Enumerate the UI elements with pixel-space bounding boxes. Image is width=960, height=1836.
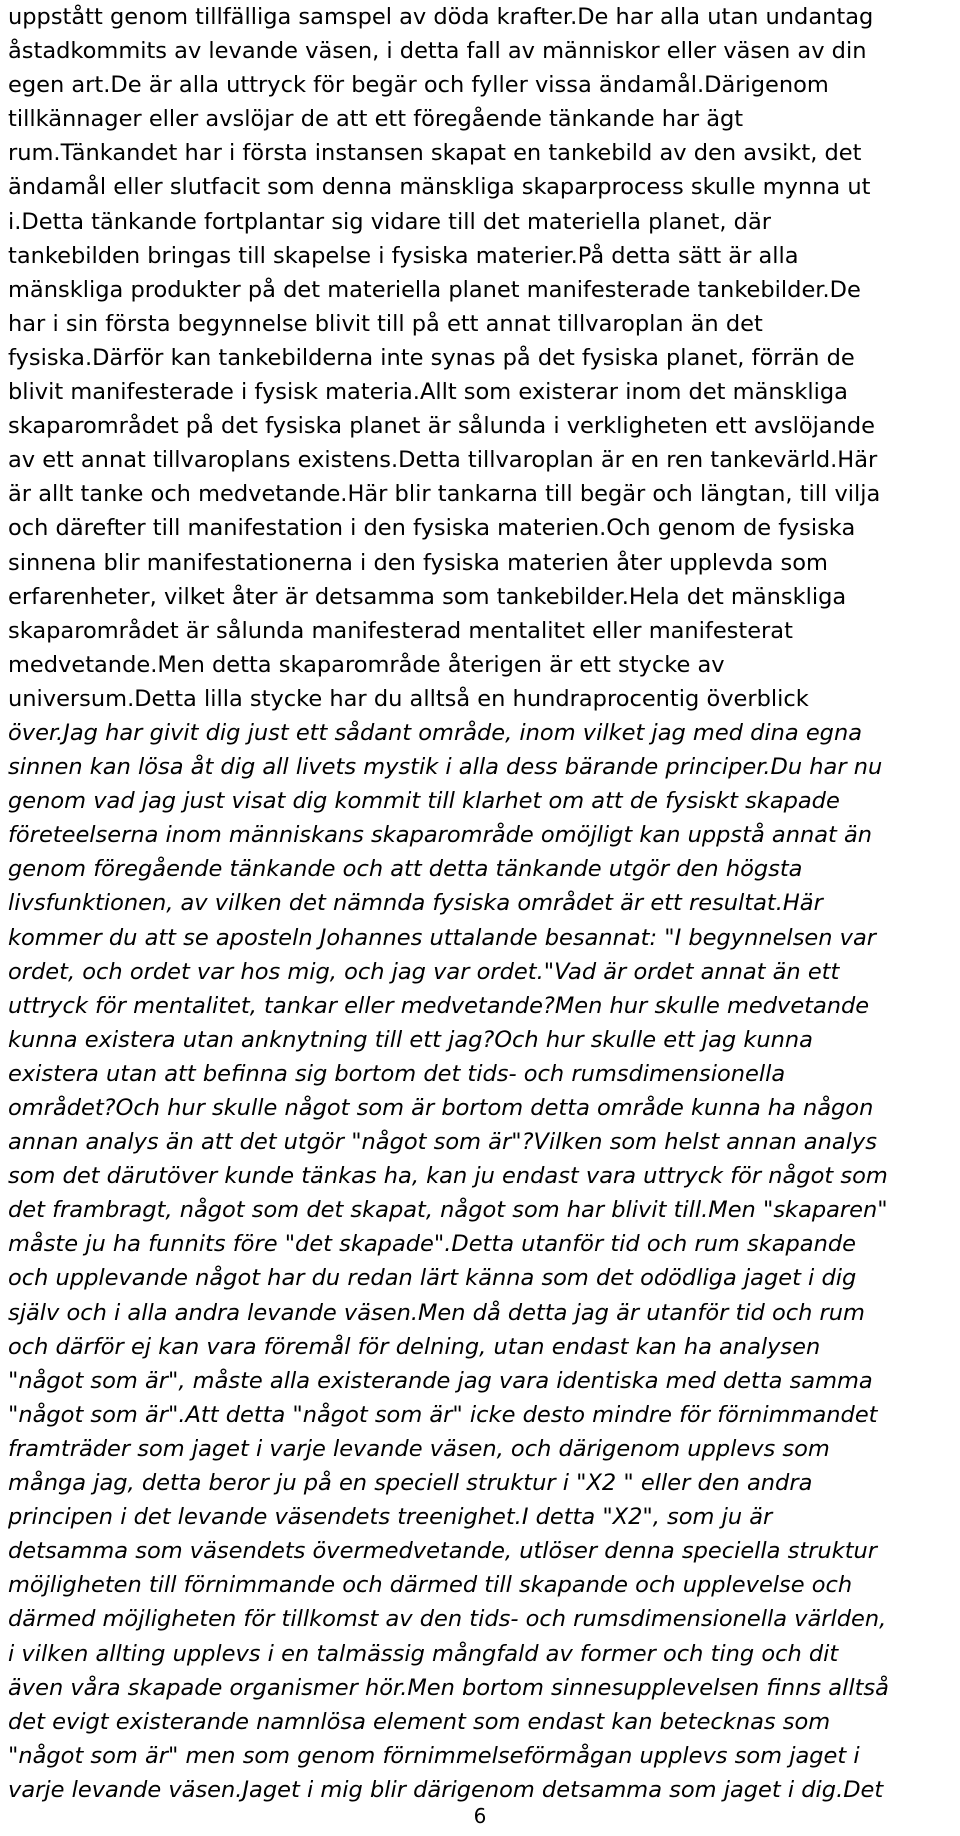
- text-line: det evigt existerande namnlösa element som endast kan betecknas som: [8, 1708, 831, 1735]
- text-line: i.Detta tänkande fortplantar sig vidare till det materiella planet, där: [8, 208, 771, 235]
- text-line: av ett annat tillvaroplans existens.Detta tillvaroplan är en ren tankevärld.Här: [8, 447, 878, 474]
- text-line: varje levande väsen.Jaget i mig blir därigenom detsamma som jaget i dig.Det: [8, 1776, 884, 1803]
- text-line: uppstått genom tillfälliga samspel av döda krafter.De har alla utan undantag: [8, 4, 874, 30]
- text-line: och därför ej kan vara föremål för delning, utan endast kan ha analysen: [8, 1333, 821, 1360]
- text-line: kommer du att se aposteln Johannes uttalande besannat: "I begynnelsen var: [8, 924, 877, 951]
- text-line: möjligheten till förnimmande och därmed till skapande och upplevelse och: [8, 1572, 853, 1599]
- text-line: medvetande.Men detta skaparområde återigen är ett stycke av: [8, 651, 725, 678]
- text-line: måste ju ha funnits före "det skapade".Detta utanför tid och rum skapande: [8, 1231, 856, 1258]
- text-line: och upplevande något har du redan lärt känna som det odödliga jaget i dig: [8, 1265, 857, 1292]
- text-line: företeelserna inom människans skaparområde omöjligt kan uppstå annat än: [8, 822, 873, 849]
- text-line: området?Och hur skulle något som är bortom detta område kunna ha någon: [8, 1095, 874, 1121]
- text-line: ordet, och ordet var hos mig, och jag var ordet."Vad är ordet annat än ett: [8, 958, 840, 985]
- text-line: och därefter till manifestation i den fysiska materien.Och genom de fysiska: [8, 515, 856, 542]
- text-line: det frambragt, något som det skapat, något som har blivit till.Men "skaparen": [8, 1197, 888, 1224]
- text-line: "något som är" men som genom förnimmelseförmågan upplevs som jaget i: [8, 1742, 860, 1769]
- text-line: genom vad jag just visat dig kommit till klarhet om att de fysiskt skapade: [8, 788, 840, 815]
- text-line: åstadkommits av levande väsen, i detta fall av människor eller väsen av din: [8, 38, 867, 65]
- text-line: framträder som jaget i varje levande väsen, och därigenom upplevs som: [8, 1435, 830, 1462]
- text-line: livsfunktionen, av vilken det nämnda fysiska området är ett resultat.Här: [8, 890, 823, 917]
- text-line: skaparområdet på det fysiska planet är sålunda i verkligheten ett avslöjande: [8, 413, 876, 440]
- text-line: universum.Detta lilla stycke har du alltså en hundraprocentig överblick: [8, 685, 809, 712]
- text-line: uttryck för mentalitet, tankar eller medvetande?Men hur skulle medvetande: [8, 992, 870, 1019]
- text-line: erfarenheter, vilket åter är detsamma som tankebilder.Hela det mänskliga: [8, 583, 847, 610]
- text-line: annan analys än att det utgör "något som är"?Vilken som helst annan analys: [8, 1129, 877, 1156]
- text-line: rum.Tänkandet har i första instansen skapat en tankebild av den avsikt, det: [8, 140, 862, 167]
- text-line: sinnena blir manifestationerna i den fysiska materien åter upplevda som: [8, 549, 828, 576]
- text-line: sinnen kan lösa åt dig all livets mystik i alla dess bärande principer.Du har nu: [8, 754, 883, 781]
- text-line: i vilken allting upplevs i en talmässig mångfald av former och ting och dit: [8, 1640, 839, 1667]
- text-line: blivit manifesterade i fysisk materia.Allt som existerar inom det mänskliga: [8, 379, 848, 406]
- text-line: tankebilden bringas till skapelse i fysiska materier.På detta sätt är alla: [8, 242, 799, 269]
- text-line: är allt tanke och medvetande.Här blir tankarna till begär och längtan, till vilja: [8, 481, 881, 508]
- text-line: många jag, detta beror ju på en speciell struktur i "X2 " eller den andra: [8, 1470, 813, 1497]
- text-line: detsamma som väsendets övermedvetande, utlöser denna speciella struktur: [8, 1538, 878, 1565]
- text-line: har i sin första begynnelse blivit till på ett annat tillvaroplan än det: [8, 310, 763, 337]
- text-line: egen art.De är alla uttryck för begär och fyller vissa ändamål.Därigenom: [8, 72, 829, 99]
- text-line: existera utan att befinna sig bortom det tids- och rumsdimensionella: [8, 1060, 786, 1087]
- text-line: "något som är", måste alla existerande jag vara identiska med detta samma: [8, 1367, 873, 1394]
- text-line: skaparområdet är sålunda manifesterad mentalitet eller manifesterat: [8, 617, 793, 644]
- text-line: själv och i alla andra levande väsen.Men då detta jag är utanför tid och rum: [8, 1299, 865, 1326]
- text-line: kunna existera utan anknytning till ett jag?Och hur skulle ett jag kunna: [8, 1026, 813, 1053]
- page-number: 6: [473, 1804, 487, 1828]
- text-line: "något som är".Att detta "något som är" icke desto mindre för förnimmandet: [8, 1401, 878, 1428]
- text-line: ändamål eller slutfacit som denna mänskliga skaparprocess skulle mynna ut: [8, 174, 871, 201]
- text-line: tillkännager eller avslöjar de att ett föregående tänkande har ägt: [8, 106, 744, 133]
- text-line: principen i det levande väsendets treenighet.I detta "X2", som ju är: [8, 1504, 773, 1531]
- text-line: fysiska.Därför kan tankebilderna inte synas på det fysiska planet, förrän de: [8, 344, 855, 371]
- body-text: [8, 0, 958, 1807]
- text-line: mänskliga produkter på det materiella planet manifesterade tankebilder.De: [8, 276, 861, 303]
- text-line: genom föregående tänkande och att detta tänkande utgör den högsta: [8, 856, 803, 883]
- text-line: över.Jag har givit dig just ett sådant område, inom vilket jag med dina egna: [8, 719, 863, 746]
- text-line: som det därutöver kunde tänkas ha, kan ju endast vara uttryck för något som: [8, 1163, 888, 1190]
- text-line: även våra skapade organismer hör.Men bortom sinnesupplevelsen finns alltså: [8, 1674, 889, 1701]
- text-line: därmed möjligheten för tillkomst av den tids- och rumsdimensionella världen,: [8, 1606, 887, 1633]
